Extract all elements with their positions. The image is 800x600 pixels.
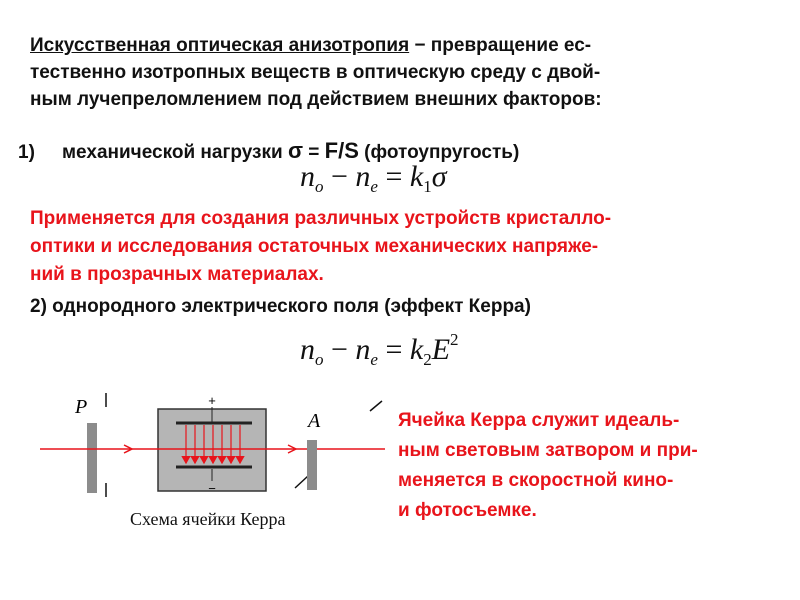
- diagram-caption: Схема ячейки Керра: [130, 509, 286, 529]
- item-1: 1) механической нагрузки σ = F/S (фотоупругость): [18, 138, 520, 163]
- plus-sign: +: [208, 393, 216, 408]
- analyzer-tick-bottom: [295, 476, 308, 488]
- intro-line-1: Искусственная оптическая анизотропия − превращение ес-: [30, 35, 592, 56]
- item-1-number: 1): [18, 142, 35, 163]
- polarizer-label: P: [75, 396, 88, 418]
- application-paragraph: Применяется для создания различных устройств кристалло- оптики и исследования остаточных механических напряже- ний в прозрачных материалах.: [30, 208, 612, 285]
- item-2: 2) однородного электрического поля (эффект Керра): [30, 296, 531, 317]
- analyzer-tick-top: [370, 401, 382, 411]
- intro-line-2: тественно изотропных веществ в оптическую среду с двой-: [30, 62, 601, 83]
- polarizer-plate: [87, 423, 97, 493]
- kerr-cell-paragraph: Ячейка Керра служит идеаль- ным световым затвором и при- меняется в скоростной кино- и фотосъемке.: [398, 410, 698, 521]
- formula-photoelasticity: $n_o - n_e = k_1\sigma$: [300, 160, 447, 196]
- kerr-cell-diagram: [40, 385, 385, 510]
- intro-term: Искусственная оптическая анизотропия: [30, 35, 410, 56]
- intro-paragraph: [30, 32, 780, 113]
- intro-line-3: ным лучепреломлением под действием внешних факторов:: [30, 89, 602, 110]
- formula-kerr: $n_o - n_e = k_2E^2$: [300, 330, 459, 369]
- sigma-symbol: σ: [287, 138, 304, 163]
- analyzer-plate: [307, 440, 317, 490]
- force-over-area: F/S: [324, 138, 359, 163]
- minus-sign: −: [208, 481, 216, 496]
- analyzer-label: A: [308, 410, 321, 432]
